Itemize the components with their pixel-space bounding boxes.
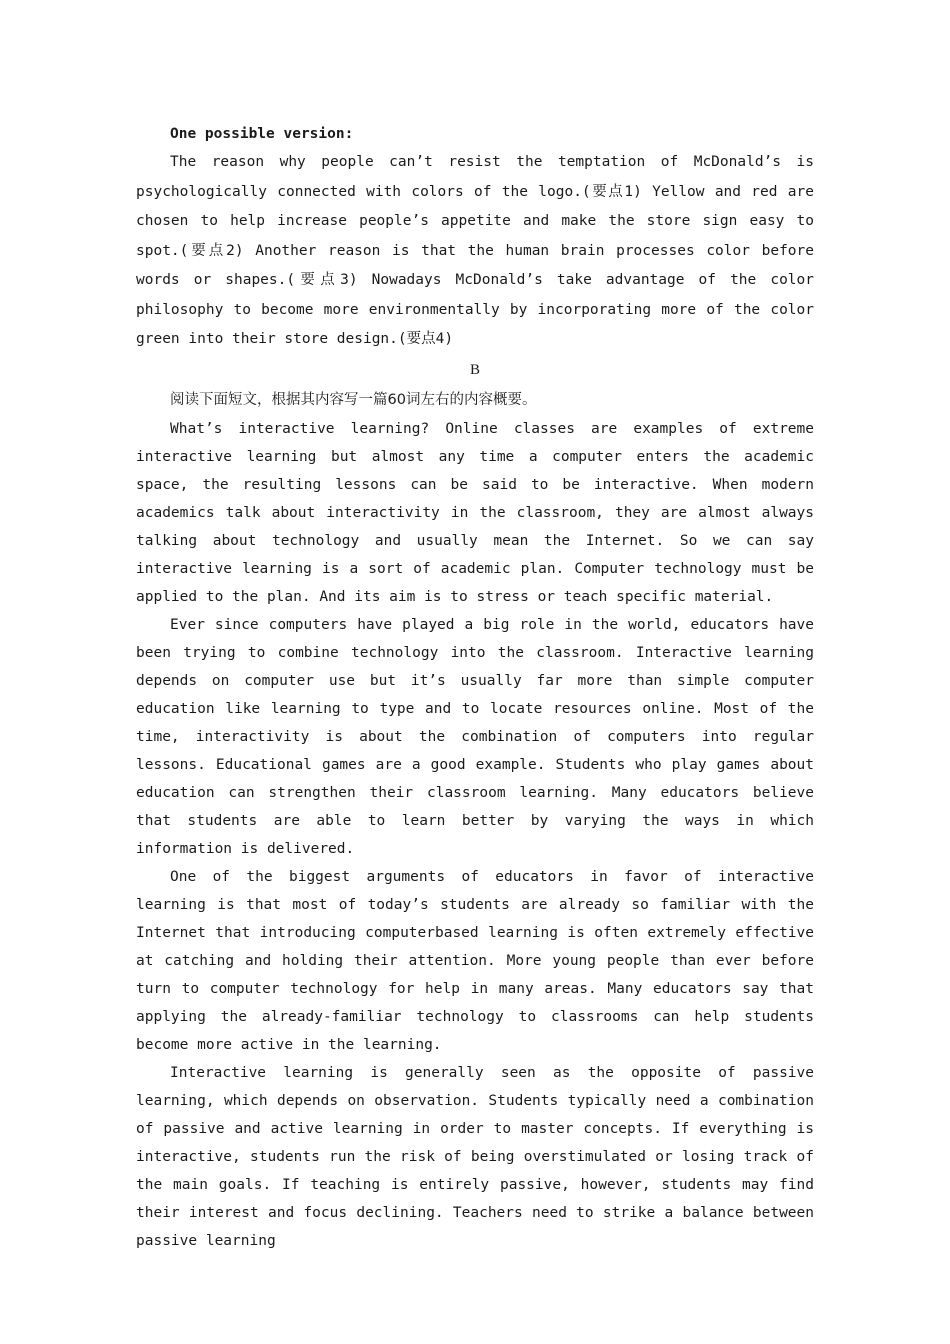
passage-paragraph-3: One of the biggest arguments of educators in favor of interactive learning is that most of today’s students are already so familiar with the Internet that introducing computerbased learning is often extremely effective at catching and holding their attention. More young people than ever before turn to computer technology for help in many areas. Many educators say that applying the already-familiar technology to classrooms can help students become more active in the learning.	[136, 868, 814, 1053]
summary-paragraph: The reason why people can’t resist the temptation of McDonald’s is psychologically connected with colors of the logo.(要点1) Yellow and red are chosen to help increase people’s appetite and make the store sign easy to spot.(要点2) Another reason is that the human brain processes color before words or shapes.(要点3) Nowadays McDonald’s take advantage of the color philosophy to become more environmentally by incorporating more of the color green into their store design.(要点4)	[136, 154, 814, 347]
version-heading: One possible version:	[170, 126, 354, 142]
section-b-heading: B	[469, 361, 480, 378]
document-page	[136, 120, 814, 1255]
task-instruction: 阅读下面短文，根据其内容写一篇60词左右的内容概要。	[170, 391, 537, 408]
passage-paragraph-1: What’s interactive learning? Online classes are examples of extreme interactive learning but almost any time a computer enters the academic space, the resulting lessons can be said to be interactive. When modern academics talk about interactivity in the classroom, they are almost always talking about technology and usually mean the Internet. So we can say interactive learning is a sort of academic plan. Computer technology must be applied to the plan. And its aim is to stress or teach specific material.	[136, 420, 814, 605]
passage-paragraph-2: Ever since computers have played a big role in the world, educators have been trying to combine technology into the classroom. Interactive learning depends on computer use but it’s usually far more than simple computer education like learning to type and to locate resources online. Most of the time, interactivity is about the combination of computers into regular lessons. Educational games are a good example. Students who play games about education can strengthen their classroom learning. Many educators believe that students are able to learn better by varying the ways in which information is delivered.	[136, 616, 814, 857]
passage-paragraph-4: Interactive learning is generally seen as the opposite of passive learning, which depends on observation. Students typically need a combination of passive and active learning in order to master concepts. If everything is interactive, students run the risk of being overstimulated or losing track of the main goals. If teaching is entirely passive, however, students may find their interest and focus declining. Teachers need to strike a balance between passive learning	[136, 1064, 814, 1249]
